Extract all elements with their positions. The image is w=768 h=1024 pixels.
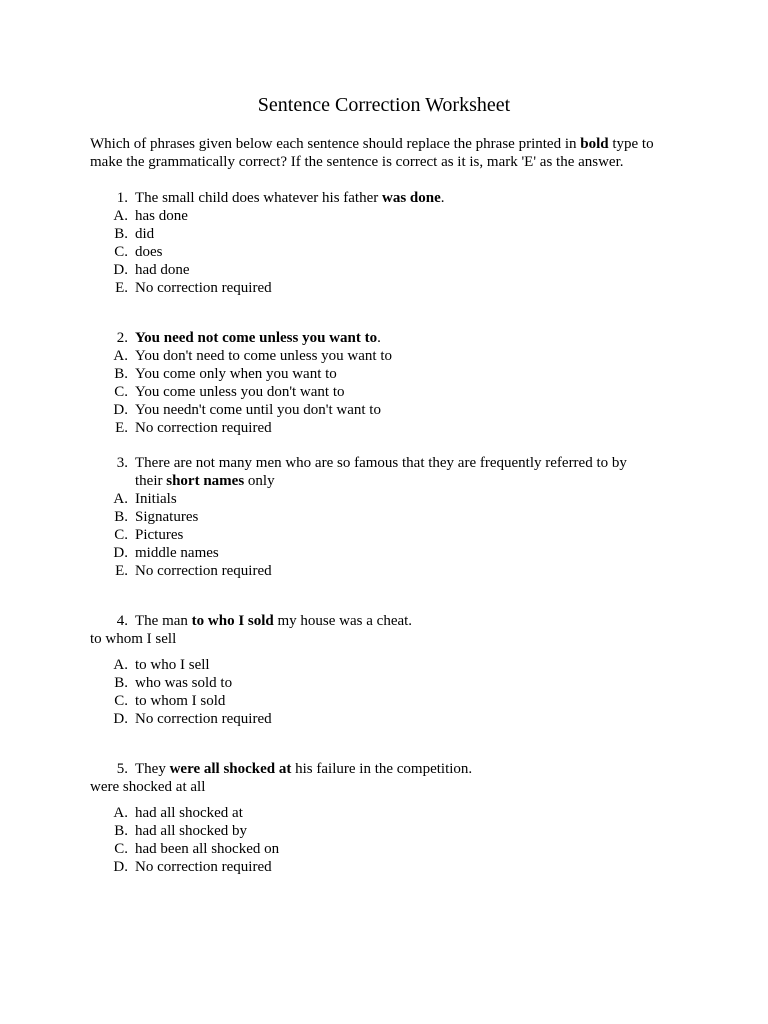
question-1 [90,189,690,297]
option-text: You needn't come until you don't want to [135,402,381,418]
option-text: who was sold to [135,675,233,691]
option-e [90,419,690,437]
stem-bold-phrase: to who I sold [191,613,274,629]
question-text [135,189,445,207]
option-text: No correction required [135,563,272,579]
question-2 [90,329,690,437]
option-text: had been all shocked on [135,841,280,857]
instructions [90,135,680,171]
option-a [90,207,690,225]
option-d [90,261,690,279]
option-letter: E. [115,563,128,579]
option-text: does [135,244,163,260]
stem-before: There are not many men who are so famous that they are frequently referred to by their [135,455,627,489]
option-text: You come only when you want to [135,366,337,382]
question-number: 4. [116,613,128,629]
option-a [90,347,690,365]
option-text: No correction required [135,859,272,875]
question-number: 3. [116,455,128,471]
stem-before: The small child does whatever his father [135,190,383,206]
option-b [90,225,690,243]
option-letter: D. [113,262,128,278]
option-letter: C. [114,841,128,857]
option-text: did [135,226,155,242]
stem-after: his failure in the competition. [291,761,473,777]
question-5 [90,760,690,876]
question-number: 2. [116,330,128,346]
page-title: Sentence Correction Worksheet [257,94,511,116]
option-b [90,674,690,692]
option-letter: C. [114,693,128,709]
question-text [135,329,381,347]
option-text: has done [135,208,188,224]
option-text: had all shocked by [135,823,248,839]
option-text: Signatures [135,509,199,525]
stem-bold-phrase: short names [166,473,245,489]
suggested-answer: to whom I sell [90,631,177,647]
option-e [90,279,690,297]
option-letter: A. [113,348,128,364]
option-letter: C. [114,244,128,260]
option-d [90,401,690,419]
instructions-text-start: Which of phrases given below each sentence should replace the phrase printed in [90,136,581,152]
question-text [135,454,635,490]
question-text [135,612,412,630]
option-letter: A. [113,657,128,673]
option-letter: B. [114,823,128,839]
option-text: No correction required [135,280,272,296]
question-number: 5. [116,761,128,777]
stem-before: They [135,761,170,777]
option-letter: C. [114,384,128,400]
option-a [90,490,690,508]
option-text: middle names [135,545,219,561]
stem-after: my house was a cheat. [273,613,413,629]
stem-after: . [377,330,381,346]
option-c [90,692,690,710]
option-b [90,822,690,840]
option-letter: A. [113,208,128,224]
option-text: No correction required [135,420,272,436]
stem-before: The man [135,613,192,629]
question-number: 1. [116,190,128,206]
question-3 [90,454,690,580]
question-4 [90,612,690,728]
stem-bold-phrase: were all shocked at [169,761,292,777]
option-d [90,544,690,562]
option-text: You come unless you don't want to [135,384,345,400]
option-text: had all shocked at [135,805,243,821]
suggested-answer: were shocked at all [90,779,206,795]
option-c [90,840,690,858]
question-stem [90,329,690,347]
option-letter: A. [113,805,128,821]
stem-after: . [440,190,445,206]
instructions-bold-word: bold [580,136,609,152]
question-stem [90,612,690,630]
option-letter: D. [113,711,128,727]
option-letter: B. [114,366,128,382]
option-letter: E. [115,280,128,296]
question-stem [90,454,690,490]
option-c [90,383,690,401]
question-stem [90,760,690,778]
option-letter: B. [114,226,128,242]
option-a [90,656,690,674]
option-text: No correction required [135,711,272,727]
option-d [90,710,690,728]
option-letter: B. [114,509,128,525]
option-c [90,526,690,544]
option-letter: A. [113,491,128,507]
option-letter: D. [113,859,128,875]
option-text: You don't need to come unless you want to [135,348,392,364]
option-letter: E. [115,420,128,436]
option-e [90,562,690,580]
option-b [90,365,690,383]
stem-bold-phrase: was done [382,190,441,206]
option-letter: D. [113,402,128,418]
question-stem [90,189,690,207]
option-text: Initials [135,491,177,507]
option-text: to whom I sold [135,693,226,709]
option-a [90,804,690,822]
option-d [90,858,690,876]
stem-after: only [244,473,275,489]
option-b [90,508,690,526]
option-text: had done [135,262,190,278]
option-text: to who I sell [135,657,210,673]
option-letter: D. [113,545,128,561]
question-text [135,760,472,778]
option-c [90,243,690,261]
option-text: Pictures [135,527,184,543]
instructions-text-end: type to make the grammatically correct? If the sentence is correct as it is, mark 'E' as the answer. [90,136,654,170]
option-letter: C. [114,527,128,543]
stem-bold-phrase: You need not come unless you want to [135,330,378,346]
option-letter: B. [114,675,128,691]
